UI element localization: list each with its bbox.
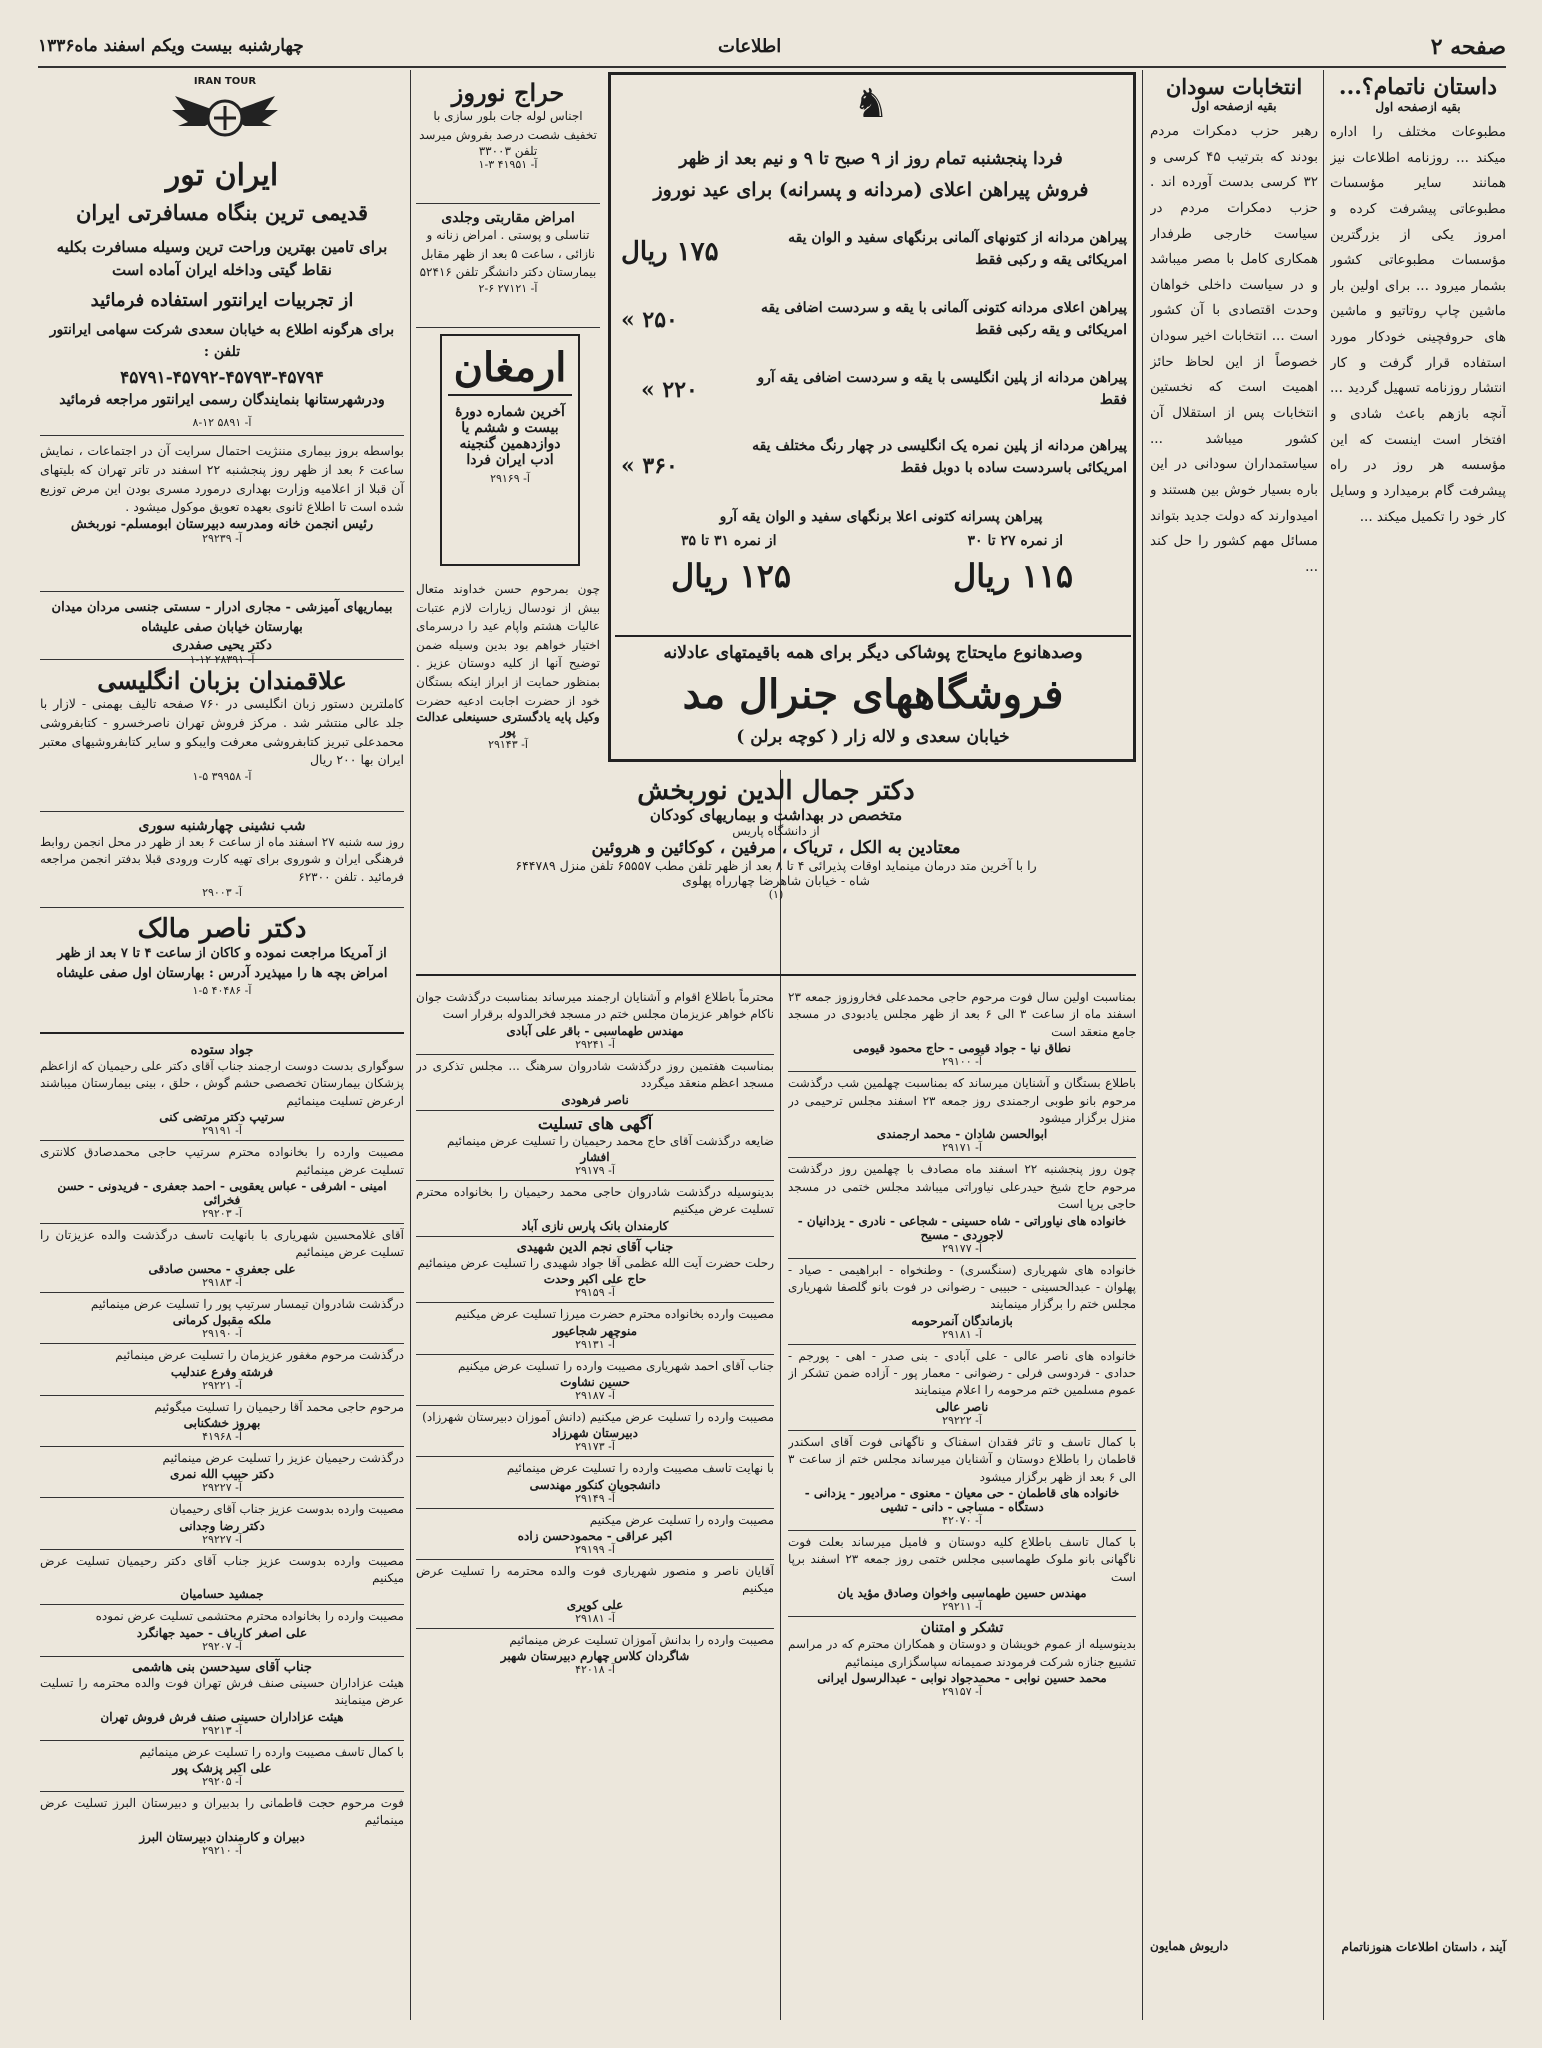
- ad-item-1: [621, 227, 1127, 272]
- ad-item-price: ۲۲۰ »: [641, 377, 698, 403]
- notice-signature: نطاق نیا - جواد قیومی - حاج محمود قیومی: [853, 1041, 1071, 1056]
- inheritance-body: چون بمرحوم حسن خداوند متعال بیش از نودسال زیارات لازم عتبات عالیات هشتم واپام عید را درسرمای اختیار خواهم بود بدین وسیله ضمن توضیح آنها از کلیه دوستان عزیز . بمنظور حمایت از ابراز اینکه بستگان خود از حضرت اجابت ادعیه حضرت: [416, 582, 600, 708]
- notice-signature: شاگردان کلاس چهارم دبیرستان شهبر: [500, 1649, 690, 1664]
- notice-signature: مهندس حسین طهماسبی واخوان وصادق مؤید یان: [837, 1586, 1087, 1601]
- notice-body: خانواده های ناصر عالی - علی آبادی - بنی صدر - اهی - پورجم - حدادی - فردوسی فرلی - رضوانی - معمار پور - آزاده ضمن تشکر از عموم مسلمین ختم مرحومه را اعلام مینمایند: [788, 1348, 1136, 1398]
- notice-signature: ملکه مقبول کرمانی: [172, 1313, 272, 1328]
- dr-nourbakhsh-address: شاه - خیابان شاهرضا چهارراه پهلوی: [682, 873, 870, 888]
- notice-block: [40, 1657, 404, 1741]
- dr-safdari-code: آ- ۲۸۳۹۱ ۱۲-۱: [189, 653, 255, 667]
- notice-signature: جمشید حسامیان: [180, 1587, 264, 1602]
- notice-block: [788, 1617, 1136, 1701]
- armaghan-line-1: آخرین شماره دورهٔ: [455, 404, 565, 420]
- notice-code: آ- ۲۹۲۰۵: [202, 1775, 242, 1789]
- notice-block: [416, 1457, 774, 1508]
- ad-item-price: ۲۵۰ »: [621, 307, 678, 333]
- auction-ad: [416, 78, 600, 204]
- notice-signature: دکتر رضا وجدانی: [179, 1518, 265, 1533]
- dr-nourbakhsh-title: دکتر جمال الدین نوربخش: [637, 776, 915, 806]
- notice-body: با کمال تاسف باطلاع کلیه دوستان و فامیل میرساند بعلت فوت ناگهانی بانو ملوک طهماسبی مجلس ختمی روز جمعه ۲۳ اسفند برپا است: [788, 1535, 1136, 1584]
- dr-nourbakhsh-from: از دانشگاه پاریس: [732, 824, 820, 838]
- notice-body: درگذشت رحیمیان عزیز را تسلیت عرض مینمائیم: [162, 1450, 404, 1465]
- dr-malek-ad: [40, 914, 404, 1034]
- notice-code: آ- ۲۹۱۷۱: [942, 1141, 982, 1155]
- notice-code: آ- ۲۹۱۷۹: [575, 1163, 615, 1177]
- poetry-night-code: آ- ۲۹۰۰۳: [202, 886, 242, 900]
- ad-boys-line: پیراهن پسرانه کتونی اعلا برنگهای سفید و الوان یقه آرو: [719, 509, 1043, 525]
- ad-item-price: ۱۷۵ ریال: [621, 237, 719, 267]
- issue-date: چهارشنبه بیست ویکم اسفند ماه۱۳۳۶: [38, 36, 304, 56]
- notice-title: آگهی های تسلیت: [537, 1113, 653, 1133]
- page-header: [38, 30, 1506, 66]
- notice-block: [416, 1111, 774, 1181]
- notice-body: باطلاع بستگان و آشنایان میرساند که بمناسبت چهلمین شب درگذشت مرحوم بانو طوبی ارجمندی روز جمعه ۲۳ اسفند مجلس ترحیمی در منزل برگزار میشود: [788, 1076, 1136, 1125]
- poetry-night-body: روز سه شنبه ۲۷ اسفند ماه از ساعت ۶ بعد از ظهر در محل انجمن روابط فرهنگی ایران و شوروی برای تهیه کارت ورودی قبلا بدفتر انجمن مراجعه فرمائید . تلفن ۶۲۳۰۰: [40, 835, 404, 884]
- irantour-logo: [170, 76, 280, 152]
- dr-nourbakhsh-body: را با آخرین متد درمان مینماید اوقات پذیرائی ۴ تا ۸ بعد از ظهر تلفن مطب ۶۵۵۵۷ تلفن منزل ۶۴۴۷۸۹: [515, 858, 1037, 873]
- notice-signature: ناصر فرهودی: [561, 1092, 629, 1107]
- notice-code: آ- ۲۹۲۲۷: [202, 1532, 242, 1546]
- notice-code: آ- ۲۹۱۰۰: [942, 1055, 982, 1069]
- notice-block: [788, 1345, 1136, 1431]
- ad-item-text: پیراهن مردانه از پلین نمره یک انگلیسی در چهار رنگ مختلف یقه امریکائی باسردست ساده با دوبل فقط: [752, 438, 1127, 477]
- armaghan-code: آ- ۲۹۱۶۹: [490, 472, 530, 485]
- doctor-ad-title: امراض مقاربتی وجلدی: [441, 210, 575, 226]
- notice-signature: دبیران و کارمندان دبیرستان البرز: [139, 1829, 305, 1844]
- notice-block: [40, 1605, 404, 1656]
- notice-code: آ- ۲۹۱۹۹: [575, 1543, 615, 1557]
- notice-body: خانواده های شهریاری (سنگسری) - وطنخواه - ابراهیمی - صیاد - پهلوان - عبدالحسینی - حبیبی - رضوانی در فوت بانو گلصفا شهریاری مجلس ختم را برگزار مینمایند: [788, 1262, 1136, 1312]
- notice-signature: خانواده های قاطمان - حی معیان - معنوی - مرادیور - یزدانی - دستگاه - مساجی - دانی - تشیی: [804, 1486, 1120, 1515]
- inheritance-notice: [416, 580, 600, 764]
- notice-code: آ- ۲۹۱۸۱: [575, 1611, 615, 1625]
- notice-code: آ- ۲۹۲۱۳: [202, 1723, 242, 1737]
- inheritance-signature: وکیل پایه یادگستری حسینعلی عدالت پور: [416, 710, 600, 738]
- auction-title: حراج نوروز: [451, 78, 565, 107]
- ad-item-price: ۳۶۰ »: [621, 453, 678, 479]
- notice-body: مرحوم حاجی محمد آقا رحیمیان را تسلیت میگوئیم: [154, 1399, 404, 1414]
- dr-safdari-body: بیماریهای آمیزشی - مجاری ادرار - سستی جنسی مردان میدان بهارستان خیابان صفی علیشاه: [51, 600, 393, 636]
- notice-block: [40, 1550, 404, 1606]
- notice-body: بمناسبت اولین سال فوت مرحوم حاجی محمدعلی فخاروزوز جمعه ۲۳ اسفند ماه از ساعت ۳ الی ۶ بعد از ظهر مجلس یادبودی در مسجد جامع منعقد است: [788, 990, 1136, 1039]
- ad-item-2: [621, 297, 1127, 342]
- notice-block: [40, 1741, 404, 1792]
- english-book-title: علاقمندان بزبان انگلیسی: [97, 666, 347, 695]
- lion-logo: ♞: [853, 81, 889, 127]
- center-notices: [788, 986, 1136, 2020]
- dr-safdari-ad: [40, 598, 404, 667]
- irantour-body-3: برای هرگونه اطلاع به خیابان سعدی شرکت سهامی ایرانتور تلفن :: [49, 322, 395, 360]
- winged-logo-icon: [170, 76, 280, 152]
- column-rule: [1142, 70, 1143, 2020]
- notice-body: جناب آقای احمد شهریاری مصیبت وارده را تسلیت عرض میکنیم: [458, 1358, 774, 1373]
- ad-tagline: وصدهانوع مایحتاج پوشاکی دیگر برای همه باقیمتهای عادلانه: [615, 635, 1131, 663]
- header-rule: [38, 66, 1506, 68]
- ad-item-text: پیراهن مردانه از کتونهای آلمانی برنگهای سفید و الوان یقه امریکائی یقه و رکبی فقط: [788, 230, 1127, 269]
- notice-block: [40, 1447, 404, 1498]
- notice-code: آ- ۲۹۱۷۷: [942, 1241, 982, 1255]
- notice-body: محترماً باطلاع اقوام و آشنایان ارجمند میرساند بمناسبت درگذشت جوان ناکام خواهر عزیزمان مجلس ختم در مسجد فخرالدوله برقرار است: [416, 990, 774, 1022]
- notice-code: آ- ۲۹۲۰۳: [202, 1206, 242, 1220]
- school-notice-body: بواسطه بروز بیماری مننژیت احتمال سرایت آن در اجتماعات ، نمایش ساعت ۶ بعد از ظهر روز پنجشنبه ۲۲ اسفند در تاتر تهران که بلیتهای آن قبلا از اعلامیه وزارت بهداری درمورد مسری بودن این مرض توزیع شده است تا اطلاع ثانوی بعهده تعویق موکول میشود .: [40, 443, 404, 515]
- ad-item-text: پیراهن اعلای مردانه کتونی آلمانی با یقه و سردست اضافی یقه امریکائی و یقه رکبی فقط: [760, 300, 1127, 339]
- notice-signature: بهروز خشکنابی: [183, 1415, 261, 1430]
- notice-body: بمناسبت هفتمین روز درگذشت شادروان سرهنگ ... مجلس تذکری در مسجد اعظم منعقد میگردد: [416, 1058, 774, 1091]
- notice-block: [40, 1141, 404, 1224]
- notice-body: مصیبت وارده بدوست عزیز جناب آقای رحیمیان: [169, 1502, 404, 1517]
- irantour-body-4: ودرشهرستانها بنمایندگان رسمی ایرانتور مراجعه فرمائید: [59, 392, 385, 408]
- notice-title: جناب آقای نجم الدین شهیدی: [516, 1239, 674, 1255]
- notice-body: چون روز پنجشنبه ۲۲ اسفند ماه مصادف با چهلمین روز درگذشت مرحوم حاج شیخ حیدرعلی نیاوراتی میباشد مجلس ختمی در مسجد حاجی برپا است: [788, 1162, 1136, 1212]
- story-title: داستان ناتمام؟...: [1338, 74, 1498, 100]
- auction-phone: تلفن ۳۳۰۰۳: [478, 144, 538, 159]
- paper-name: اطلاعات: [718, 36, 782, 57]
- notice-block: [416, 1303, 774, 1354]
- notice-body: ضایعه درگذشت آقای حاج محمد رحیمیان را تسلیت عرض مینمائیم: [447, 1133, 774, 1148]
- notice-body: بدینوسیله درگذشت شادروان حاجی محمد رحیمیان را بخانواده محترم تسلیت عرض میکنیم: [416, 1184, 774, 1217]
- notice-signature: امینی - اشرفی - عباس یعقوبی - احمد جعفری - فریدونی - حسن فخرائی: [57, 1178, 387, 1207]
- notice-body: مصیبت وارده را تسلیت عرض میکنیم: [589, 1512, 774, 1527]
- notice-code: آ- ۲۹۲۲۷: [202, 1481, 242, 1495]
- left-notices: [40, 1040, 404, 2020]
- notice-block: [416, 1237, 774, 1303]
- irantour-body-1: برای تامین بهترین وراحت ترین وسیله مسافرت بکلیه نقاط گیتی وداخله ایران آماده است: [56, 238, 388, 280]
- notice-block: [416, 1055, 774, 1111]
- irantour-subtitle: قدیمی ترین بنگاه مسافرتی ایران: [75, 200, 369, 225]
- irantour-title: ایران تور: [165, 158, 279, 193]
- notice-signature: علی جعفری - محسن صادقی: [148, 1261, 296, 1276]
- notice-code: آ- ۲۹۱۷۳: [575, 1440, 615, 1454]
- english-book-body: کاملترین دستور زبان انگلیسی در ۷۶۰ صفحه تالیف بهمنی - لازار با جلد عالی منتشر شد . مرکز فروش تهران ناصرخسرو - کتابفروشی محمدعلی تبریز کتابفروشی معرفت وایبکو و سایر کتابفروشیهای معتبر ایران بها ۲۰۰ ریال: [40, 696, 404, 768]
- dr-malek-title: دکتر ناصر مالک: [137, 914, 307, 944]
- ad-price-b: ۱۲۵ ریال: [671, 557, 792, 595]
- store-name: فروشگاههای جنرال مد: [682, 671, 1064, 718]
- irantour-logo-text: IRAN TOUR: [193, 76, 257, 87]
- notice-signature: حسین نشاوت: [560, 1374, 630, 1389]
- notice-block: [788, 1431, 1136, 1531]
- ad-item-3: [621, 367, 1127, 412]
- notice-signature: بازماندگان آنمرحومه: [911, 1313, 1013, 1328]
- notice-body: آقایان ناصر و منصور شهریاری فوت والده محترمه را تسلیت عرض میکنیم: [416, 1564, 774, 1596]
- notice-body: با نهایت تاسف مصیبت وارده را تسلیت عرض مینمائیم: [506, 1461, 774, 1476]
- notice-block: [40, 1040, 404, 1141]
- dr-nourbakhsh-specialty: متخصص در بهداشت و بیماریهای کودکان: [649, 806, 903, 824]
- notice-body: هیئت عزاداران حسینی صنف فرش تهران فوت والده محترمه را تسلیت عرض مینمایند: [40, 1675, 404, 1708]
- notice-block: [416, 1355, 774, 1406]
- notice-signature: مهندس طهماسبی - باقر علی آبادی: [506, 1023, 684, 1038]
- sudan-subtitle: بقیه ازصفحه اول: [1191, 99, 1277, 113]
- ad-size-a: از نمره ۲۷ تا ۳۰: [967, 533, 1063, 549]
- notice-block: [40, 1792, 404, 1860]
- notice-block: [40, 1498, 404, 1549]
- notice-signature: دبیرستان شهرزاد: [552, 1426, 638, 1441]
- poetry-night-title: شب نشینی چهارشنبه سوری: [138, 818, 306, 834]
- notice-title: جناب آقای سیدحسن بنی هاشمی: [132, 1659, 312, 1675]
- notice-signature: خانواده های نیاوراتی - شاه حسینی - شجاعی - نادری - یزدانیان - لاجوردی - مسیح: [797, 1213, 1127, 1242]
- sudan-title: انتخابات سودان: [1165, 74, 1303, 99]
- notice-signature: محمد حسین نوابی - محمدجواد نوابی - عبدالرسول ایرانی: [817, 1670, 1107, 1685]
- ad-date-line: فردا پنجشنبه تمام روز از ۹ صبح تا ۹ و نیم بعد از ظهر: [679, 149, 1063, 169]
- notice-body: آقای غلامحسین شهریاری با بانهایت تاسف درگذشت والده عزیزتان را تسلیت عرض مینمائیم: [40, 1227, 404, 1260]
- notice-body: بدینوسیله از عموم خویشان و دوستان و همکاران محترم که در مراسم تشییع جنازه شرکت فرمودند صمیمانه سپاسگزاری مینمائیم: [788, 1637, 1136, 1669]
- notice-signature: علی اصغر کارباف - حمید جهانگرد: [136, 1625, 308, 1640]
- irantour-ad: [40, 76, 404, 436]
- notice-body: مصیبت وارده را تسلیت عرض میکنیم (دانش آموزان دبیرستان شهرزاد): [422, 1409, 774, 1424]
- notice-code: آ- ۲۹۲۲۱: [202, 1378, 242, 1392]
- notice-signature: دکتر حبیب الله نمری: [170, 1467, 274, 1482]
- doctor-ad: [416, 210, 600, 328]
- irantour-phones: ۴۵۷۹۱-۴۵۷۹۲-۴۵۷۹۳-۴۵۷۹۴: [120, 368, 324, 388]
- doctor-ad-code: آ- ۲۷۱۲۱ ۶-۲: [478, 281, 538, 295]
- story-subtitle: بقیه ازصفحه اول: [1375, 100, 1461, 114]
- story-footer: آیند ، داستان اطلاعات هنوزناتمام: [1341, 1940, 1506, 1954]
- notice-block: [788, 1072, 1136, 1158]
- inheritance-code: آ- ۲۹۱۴۳: [488, 738, 528, 751]
- sudan-body: رهبر حزب دمکرات مردم بودند که بترتیب ۴۵ کرسی و ۳۲ کرسی بدست آورده اند . حزب دمکرات مردم در سیاست خارجی طرفدار همکاری کامل با مصر میباشد و در سیاست داخلی خواهان وحدت اقتصادی با آن کشور است ... انتخابات اخیر سودان خصوصاً از این لحاظ حائز اهمیت است که نخستین انتخابات پس از استقلال آن کشور میباشد ... سیاستمداران سودانی در این باره بسیار خوش بین هستند و امیدوارند که دولت جدید بتواند مسائل مهم کشور را حل کند ...: [1150, 123, 1318, 575]
- notice-body: مصیبت وارده بدوست عزیز جناب آقای دکتر رحیمیان تسلیت عرض میکنیم: [40, 1553, 404, 1586]
- notice-code: آ- ۲۹۱۳۱: [575, 1337, 615, 1351]
- column-rule: [410, 70, 411, 2020]
- notice-signature: اکبر عراقی - محمودحسن زاده: [517, 1529, 673, 1544]
- notice-block: [416, 1560, 774, 1629]
- notice-code: آ- ۲۹۲۰۷: [202, 1639, 242, 1653]
- notice-block: [40, 1293, 404, 1344]
- notice-block: [788, 1531, 1136, 1617]
- notice-signature: علی کویری: [566, 1597, 624, 1612]
- column-rule: [1323, 70, 1324, 2020]
- notice-block: [788, 1259, 1136, 1345]
- ad-size-b: از نمره ۳۱ تا ۳۵: [681, 533, 777, 549]
- notice-code: آ- ۴۲۰۷۰: [942, 1514, 982, 1528]
- english-book-ad: [40, 666, 404, 812]
- notice-body: با کمال تاسف مصیبت وارده را تسلیت عرض مینمائیم: [139, 1744, 404, 1759]
- notice-signature: فرشته وفرع عندلیب: [170, 1364, 274, 1379]
- dr-nourbakhsh-ad: [416, 776, 1136, 976]
- english-book-code: آ- ۳۹۹۵۸ ۵-۱: [192, 770, 252, 783]
- armaghan-ad: [440, 334, 580, 566]
- notice-signature: ناصر عالی: [935, 1399, 989, 1414]
- notice-body: مصیبت وارده بخانواده محترم حضرت میرزا تسلیت عرض میکنیم: [454, 1307, 774, 1322]
- armaghan-name: ارمغان: [448, 342, 572, 396]
- school-notice-code: آ- ۲۹۲۳۹: [202, 532, 242, 545]
- notice-title: جواد ستوده: [190, 1043, 254, 1058]
- notice-signature: سرتیپ دکتر مرتضی کنی: [159, 1110, 285, 1125]
- notice-signature: هیئت عزاداران حسینی صنف فرش فروش تهران: [100, 1709, 344, 1724]
- page-label: صفحه ۲: [1430, 34, 1506, 60]
- ad-item-4: [621, 435, 1127, 480]
- ad-price-a: ۱۱۵ ریال: [952, 557, 1073, 595]
- notice-code: آ- ۲۹۱۹۱: [202, 1124, 242, 1138]
- armaghan-line-4: ادب ایران فردا: [466, 452, 554, 468]
- notice-signature: افشار: [580, 1149, 610, 1164]
- dr-nourbakhsh-code: (۱): [768, 888, 784, 901]
- notice-block: [416, 1406, 774, 1457]
- notice-block: [40, 1224, 404, 1293]
- dr-malek-code: آ- ۴۰۴۸۶ ۵-۱: [192, 984, 252, 998]
- general-mod-ad: [608, 72, 1136, 762]
- notice-signature: علی اکبر پزشک پور: [172, 1761, 272, 1776]
- dr-safdari-name: دکتر یحیی صفدری: [172, 638, 272, 654]
- irantour-body-2: از تجربیات ایرانتور استفاده فرمائید: [90, 290, 354, 311]
- notice-code: آ- ۴۲۰۱۸: [575, 1663, 615, 1677]
- notice-block: [416, 1629, 774, 1679]
- notice-code: آ- ۲۹۱۹۰: [202, 1327, 242, 1341]
- ad-headline: فروش پیراهن اعلای (مردانه و پسرانه) برای عید نوروز: [653, 179, 1089, 201]
- notice-signature: کارمندان بانک پارس نازی آباد: [521, 1218, 669, 1233]
- notice-code: آ- ۲۹۲۲۲: [942, 1413, 982, 1427]
- notice-body: مصیبت وارده را بخانواده محترم سرتیپ حاجی محمدصادق کلانتری تسلیت عرض مینمائیم: [40, 1145, 404, 1177]
- notice-body: درگذشت شادروان تیمسار سرتیپ پور را تسلیت عرض مینمائیم: [90, 1296, 404, 1311]
- notice-code: آ- ۲۹۱۴۹: [575, 1491, 615, 1505]
- notice-code: آ- ۲۹۱۸۳: [202, 1275, 242, 1289]
- sudan-footer: داریوش همایون: [1150, 1939, 1229, 1953]
- notice-block: [40, 1396, 404, 1447]
- notice-block: [416, 986, 774, 1055]
- notice-body: با کمال تاسف و تاثر فقدان اسفناک و ناگهانی فوت آقای اسکندر قاطمان را باطلاع دوستان و آشنایان میرساند مجلس ختم از ساعت ۳ الی ۶ بعد از ظهر برگزار میشود: [788, 1434, 1136, 1484]
- notice-body: درگذشت مرحوم مغفور عزیزمان را تسلیت عرض مینمائیم: [115, 1348, 404, 1363]
- school-notice: [40, 442, 404, 592]
- notice-signature: دانشجویان کنکور مهندسی: [529, 1477, 661, 1492]
- notice-block: [788, 1158, 1136, 1258]
- store-address: خیابان سعدی و لاله زار ( کوچه برلن ): [736, 727, 1010, 747]
- armaghan-line-2: بیست و ششم یا: [461, 420, 559, 436]
- armaghan-line-3: دوازدهمین گنجینه: [459, 436, 561, 452]
- mid-notices: [416, 986, 774, 2020]
- notice-block: [416, 1509, 774, 1560]
- irantour-code: آ- ۵۸۹۱ ۱۲-۸: [192, 416, 252, 429]
- notice-code: آ- ۲۹۲۴۱: [575, 1037, 615, 1051]
- notice-block: [788, 986, 1136, 1072]
- notice-body: فوت مرحوم حجت قاطمانی را بدبیران و دبیرستان البرز تسلیت عرض مینمائیم: [40, 1796, 404, 1828]
- notice-signature: حاج علی اکبر وحدت: [543, 1272, 647, 1287]
- auction-body: اجناس لوله جات بلور سازی با تخفیف شصت درصد بفروش میرسد: [419, 109, 597, 142]
- dr-malek-body: از آمریکا مراجعت نموده و کاکان از ساعت ۴ تا ۷ بعد از ظهر امراض بچه ها را میپذیرد آدرس : بهارستان اول صفی علیشاه: [56, 946, 388, 982]
- notice-code: آ- ۲۹۲۱۰: [202, 1843, 242, 1857]
- notice-code: آ- ۴۱۹۶۸: [202, 1429, 242, 1443]
- notice-body: رحلت حضرت آیت الله عظمی آقا جواد شهیدی را تسلیت عرض مینمائیم: [417, 1255, 774, 1270]
- story-column: [1330, 74, 1506, 2020]
- notice-body: مصیبت وارده را بخانواده محترم محتشمی تسلیت عرض نموده: [95, 1609, 404, 1624]
- notice-signature: ابوالحسن شادان - محمد ارجمندی: [876, 1127, 1048, 1142]
- ad-item-text: پیراهن مردانه از پلین انگلیسی با یقه و سردست اضافی یقه آرو فقط: [757, 370, 1127, 409]
- notice-block: [416, 1181, 774, 1237]
- notice-code: آ- ۲۹۱۵۹: [575, 1286, 615, 1300]
- notice-title: تشکر و امتنان: [920, 1620, 1004, 1637]
- poetry-night-notice: [40, 818, 404, 908]
- notice-code: آ- ۲۹۲۱۱: [942, 1600, 982, 1614]
- story-body: مطبوعات مختلف را اداره میکند ... روزنامه اطلاعات نیز همانند سایر مؤسسات مطبوعاتی پیشرفت کرده و امروز یکی از بزرگترین مؤسسات مطبوعاتی کشور بشمار میرود ... برای اولین بار ماشین چاپ روتاتیو و ماشین های حروفچینی خودکار مورد استفاده قرار گرفت و کار انتشار روزنامه تسهیل گردید ... آنچه بازهم باعث شادی و افتخار است اینست که این مؤسسه هر روز در راه پیشرفت گام برمیدارد و وسایل کار خود را تکمیل میکند ...: [1330, 124, 1506, 525]
- dr-nourbakhsh-addiction: معتادین به الکل ، تریاک ، مرفین ، کوکائین و هروئین: [591, 838, 961, 858]
- notice-block: [40, 1344, 404, 1395]
- auction-code: آ- ۴۱۹۵۱ ۳-۱: [478, 158, 538, 172]
- sudan-column: [1150, 74, 1318, 2020]
- school-notice-signature: رئیس انجمن خانه ومدرسه دبیرستان ابومسلم- نوربخش: [70, 517, 374, 532]
- notice-code: آ- ۲۹۱۸۷: [575, 1388, 615, 1402]
- notice-body: سوگواری بدست دوست ارجمند جناب آقای دکتر علی رحیمیان که ازاعظم پزشکان بیمارستان تخصصی حشم گوش ، حلق ، بینی بیمارستان میباشند ارعرض تسلیت مینمائیم: [40, 1059, 404, 1108]
- notice-code: آ- ۲۹۱۵۷: [942, 1684, 982, 1698]
- notice-signature: منوچهر شجاعیور: [552, 1323, 638, 1338]
- doctor-ad-body: تناسلی و پوستی . امراض زنانه و نازائی ، ساعت ۵ بعد از ظهر مقابل بیمارستان دکتر دانشگر تلفن ۵۲۴۱۶: [419, 228, 597, 280]
- notice-body: مصیبت وارده را بدانش آموزان تسلیت عرض مینمائیم: [509, 1632, 774, 1647]
- notice-code: آ- ۲۹۱۸۱: [942, 1327, 982, 1341]
